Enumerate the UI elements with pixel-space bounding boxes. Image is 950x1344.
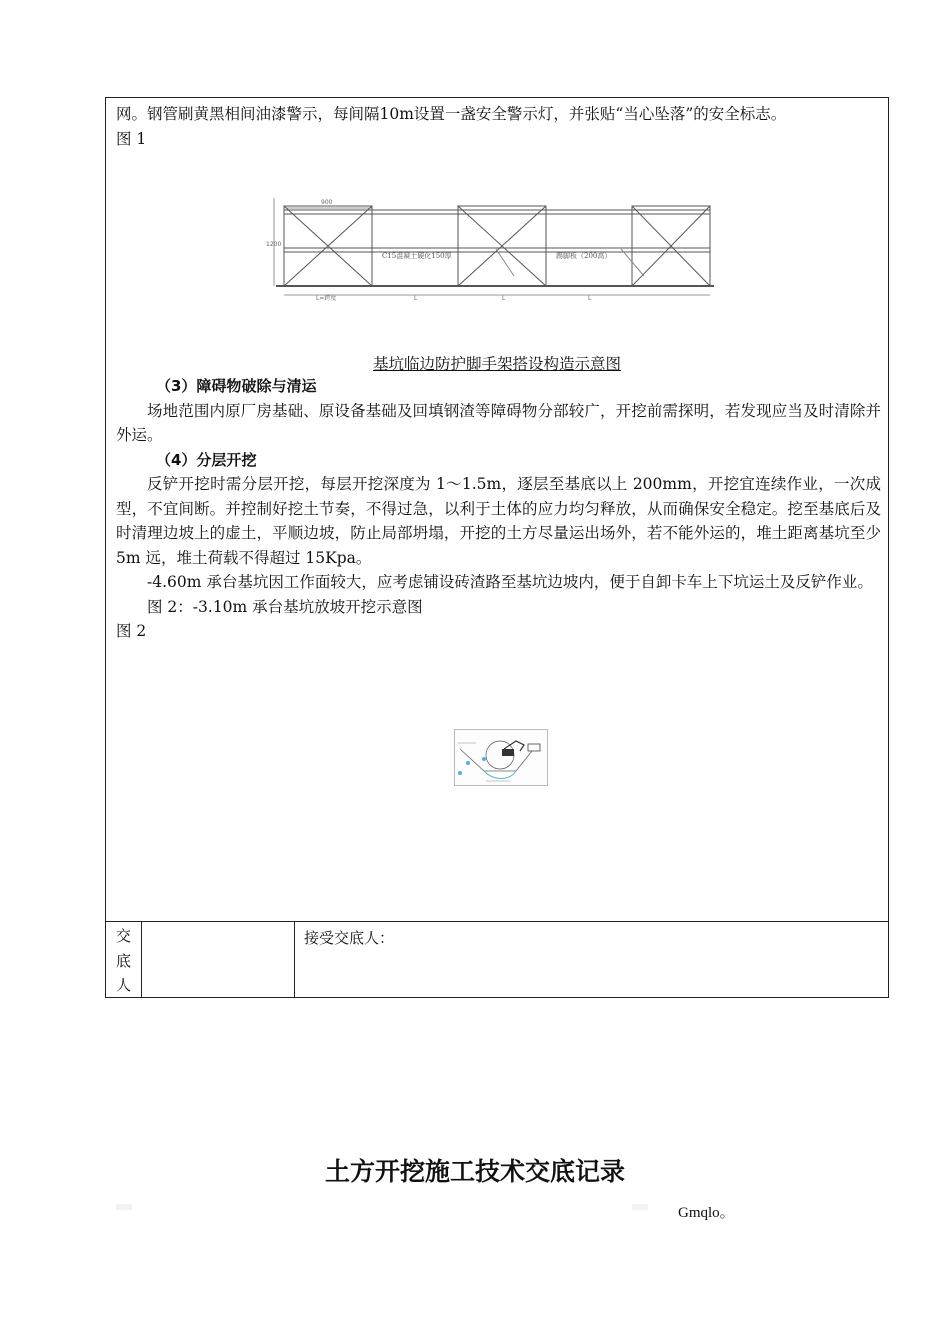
document-title: 土方开挖施工技术交底记录 xyxy=(324,1157,625,1186)
slope-excavation-diagram xyxy=(454,729,548,786)
paragraph-safety-net: 网。钢管刷黄黑相间油漆警示，每间隔10m设置一盏安全警示灯，并张贴“当心坠落”的安全标志。 xyxy=(116,105,787,123)
heading-layered-excavation: （4）分层开挖 xyxy=(156,450,257,469)
fig1-note-board: 踢脚板（200高） xyxy=(556,252,612,260)
figure-1-label: 图 1 xyxy=(116,129,147,148)
content-top xyxy=(116,102,881,151)
paragraph-figure-2-title: 图 2：-3.10m 承台基坑放坡开挖示意图 xyxy=(147,597,423,616)
fig1-bay-label: L xyxy=(414,295,418,302)
content-cell xyxy=(106,98,888,922)
figure-1-caption: 基坑临边防护脚手架搭设构造示意图 xyxy=(372,355,621,373)
faint-mark xyxy=(632,1204,648,1210)
fig1-bay-label: L=跨度 xyxy=(316,295,337,302)
signature-row xyxy=(106,922,888,997)
paragraph-obstacle-removal: 场地范围内原厂房基础、原设备基础及回填钢渣等障碍物分部较广，开挖前需探明，若发现应当及时清除并外运。 xyxy=(116,401,881,444)
discloser-label: 交 底 人 xyxy=(106,922,142,997)
disclosure-table xyxy=(105,97,889,998)
faint-mark xyxy=(116,1204,132,1210)
fig1-dim-top: 900 xyxy=(321,199,333,206)
discloser-signature-field[interactable] xyxy=(142,922,295,997)
heading-obstacle-removal: （3）障碍物破除与清运 xyxy=(156,377,317,395)
figure-2-label: 图 2 xyxy=(116,622,147,640)
fig1-note-concrete: C15混凝土硬化150厚 xyxy=(382,252,452,260)
fig1-bay-label: L xyxy=(588,295,592,302)
footer-code: Gmqlo。 xyxy=(678,1205,735,1221)
paragraph-brick-road: -4.60m 承台基坑因工作面较大，应考虑铺设砖渣路至基坑边坡内，便于自卸卡车上下坑运土及反铲作业。 xyxy=(147,573,873,591)
paragraph-layered-excavation: 反铲开挖时需分层开挖，每层开挖深度为 1～1.5m，逐层至基底以上 200mm，开挖宜连续作业，一次成型，不宜间断。并控制好挖土节奏，不得过急，以利于土体的应力均匀释放，从而确保安全稳定。挖至基底后及时清理边坡上的虚土，平顺边坡，防止局部坍塌，开挖的土方尽量运出场外，若不能外运的，堆土距离基坑至少 5m 远，堆土荷载不得超过 15Kpa。 xyxy=(116,475,881,567)
receiver-label: 接受交底人： xyxy=(304,929,395,947)
scaffold-diagram xyxy=(266,194,716,302)
content-body xyxy=(116,374,881,644)
fig1-bay-label: L xyxy=(502,295,506,302)
fig1-dim-side: 1200 xyxy=(266,241,282,248)
